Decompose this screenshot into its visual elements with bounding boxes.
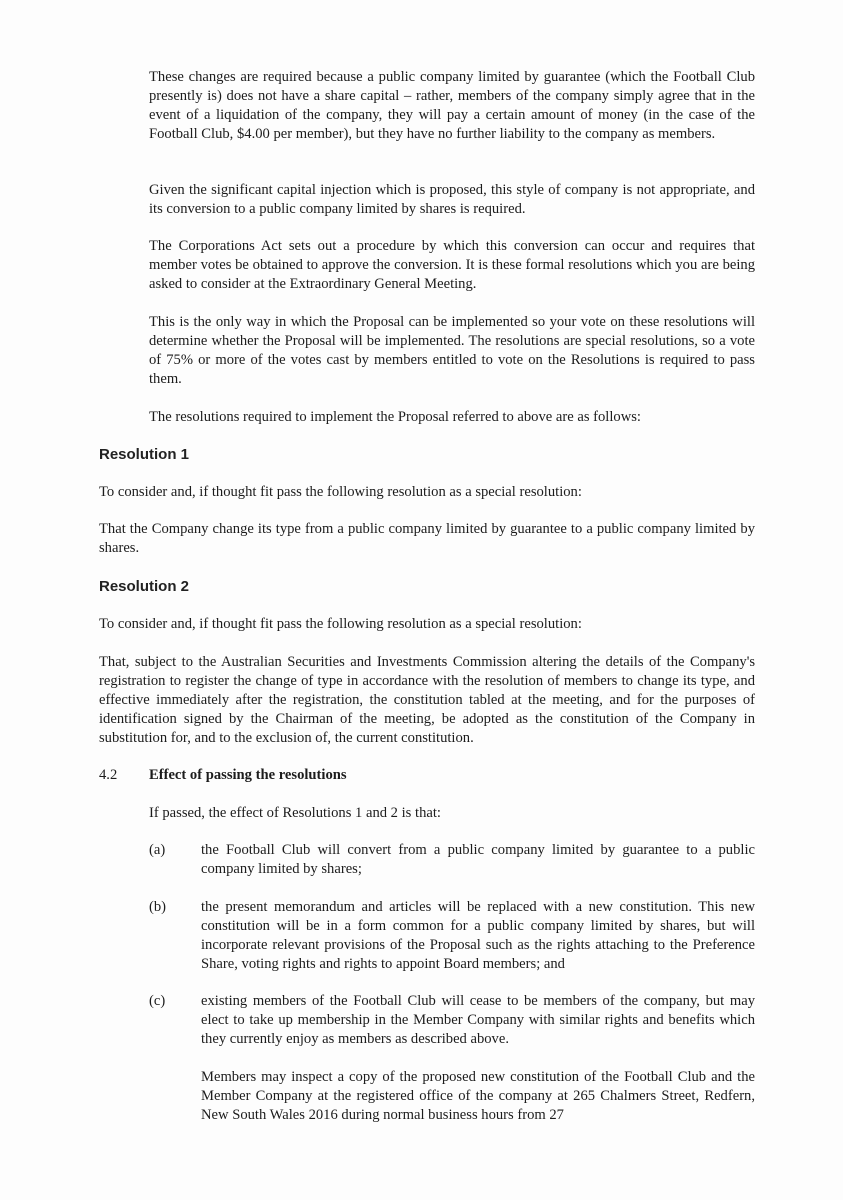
- paragraph-special-resolutions: This is the only way in which the Proposal can be implemented so your vote on these resolutions will determine whether the Proposal will be implemented. The resolutions are special resolutions, so a vote of 75% or more of the votes cast by members entitled to vote on the Resolutions is required to pass them.: [149, 314, 755, 387]
- resolution-1-lead: To consider and, if thought fit pass the following resolution as a special resolution:: [99, 484, 582, 500]
- resolution-2-text: That, subject to the Australian Securities and Investments Commission altering the details of the Company's registration to register the change of type in accordance with the resolution of members to change its type, and effective immediately after the registration, the constitution tabled at the meeting, and for the purposes of identification signed by the Chairman of the meeting, be adopted as the constitution of the Company in substitution for, and to the exclusion of, the current constitution.: [99, 654, 755, 746]
- paragraph-share-capital: These changes are required because a public company limited by guarantee (which the Football Club presently is) does not have a share capital – rather, members of the company simply agree that in the event of a liquidation of the company, they will pay a certain amount of money (in the case of the Football Club, $4.00 per member), but they have no further liability to the company as members.: [149, 69, 755, 142]
- section-title: Effect of passing the resolutions: [149, 767, 347, 783]
- list-item-text: existing members of the Football Club will cease to be members of the company, but may elect to take up membership in the Member Company with similar rights and benefits which they currently enjoy as members as described above.: [201, 993, 755, 1047]
- section-number: 4.2: [99, 767, 118, 783]
- paragraph-resolutions-intro: The resolutions required to implement the Proposal referred to above are as follows:: [149, 409, 641, 425]
- list-item-text: the present memorandum and articles will be replaced with a new constitution. This new constitution will be in a form common for a public company limited by shares, but will incorporate relevant provisions of the Proposal such as the rights attaching to the Preference Share, voting rights and rights to appoint Board members; and: [201, 899, 755, 972]
- paragraph-corporations-act: The Corporations Act sets out a procedure by which this conversion can occur and requires that member votes be obtained to approve the conversion. It is these formal resolutions which you are being asked to consider at the Extraordinary General Meeting.: [149, 238, 755, 292]
- resolution-1-heading: Resolution 1: [99, 446, 190, 463]
- resolution-2-heading: Resolution 2: [99, 578, 190, 595]
- resolution-1-text: That the Company change its type from a public company limited by guarantee to a public company limited by shares.: [99, 521, 755, 556]
- section-intro: If passed, the effect of Resolutions 1 and 2 is that:: [149, 805, 441, 821]
- resolution-2-lead: To consider and, if thought fit pass the following resolution as a special resolution:: [99, 616, 582, 632]
- list-item-text: the Football Club will convert from a public company limited by guarantee to a public company limited by shares;: [201, 842, 755, 877]
- paragraph-capital-injection: Given the significant capital injection which is proposed, this style of company is not appropriate, and its conversion to a public company limited by shares is required.: [149, 182, 755, 217]
- list-item-label: (b): [149, 899, 167, 915]
- closing-paragraph: Members may inspect a copy of the proposed new constitution of the Football Club and the Member Company at the registered office of the company at 265 Chalmers Street, Redfern, New South Wales 2016 during normal business hours from 27: [201, 1069, 755, 1123]
- list-item-label: (c): [149, 993, 166, 1009]
- list-item-label: (a): [149, 842, 166, 858]
